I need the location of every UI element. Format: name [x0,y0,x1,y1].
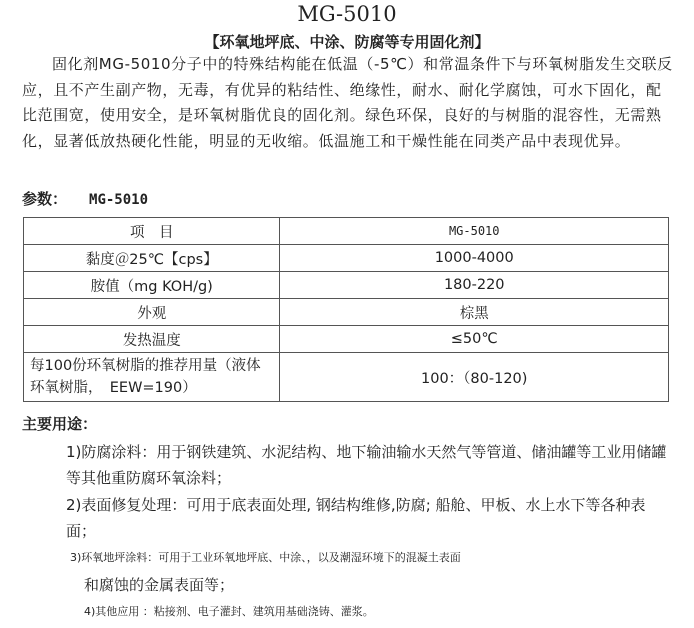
page-subtitle: 【环氧地坪底、中涂、防腐等专用固化剂】 [204,33,490,51]
use-item-floor-coating-continued: 和腐蚀的金属表面等； [84,576,235,594]
table-cell-value: 棕黑 [280,299,669,326]
table-cell-property: 胺值（mg KOH/g) [24,272,280,299]
table-row [24,272,669,299]
table-cell-property-text: 每100份环氧树脂的推荐用量（液体环氧树脂， EEW=190） [30,358,261,396]
table-cell-property: 外观 [24,299,280,326]
params-heading [22,188,148,211]
table-header-cell-item: 项 目 [24,218,280,245]
params-model: MG-5010 [89,192,149,208]
use-item-floor-coating: 3)环氧地坪涂料：可用于工业环氧地坪底、中涂、，以及潮湿环境下的混凝土表面 [70,551,461,564]
page-title: MG-5010 [297,2,397,26]
spec-table [23,217,669,402]
table-cell-value: 100：（80-120) [280,353,669,402]
table-row [24,353,669,402]
use-item-surface-repair: 2)表面修复处理：可用于底表面处理, 钢结构维修,防腐; 船舱、甲板、水上水下等各种表面； [66,496,646,540]
intro-paragraph: 固化剂MG-5010分子中的特殊结构能在低温（-5℃）和常温条件下与环氧树脂发生交联反应，且不产生副产物，无毒，有优异的粘结性、绝缘性，耐水、耐化学腐蚀，可水下固化，配比范围宽，使用安全，是环氧树脂优良的固化剂。绿色环保，良好的与树脂的混容性，无需熟化，显著低放热硬化性能，明显的无收缩。低温施工和干燥性能在同类产品中表现优异。 [22,55,673,150]
table-cell-value: 180-220 [280,272,669,299]
uses-heading: 主要用途： [22,415,98,433]
use-item-anticorrosion: 1)防腐涂料：用于钢铁建筑、水泥结构、地下输油输水天然气等管道、储油罐等工业用储罐等其他重防腐环氧涂料； [66,443,667,487]
table-cell-property: 发热温度 [24,326,280,353]
table-header-row [24,218,669,245]
table-cell-value: 1000-4000 [280,245,669,272]
table-header-cell-model: MG-5010 [280,218,669,245]
table-row [24,326,669,353]
params-label: 参数： [22,190,68,208]
table-row [24,245,669,272]
table-cell-value: ≤50℃ [280,326,669,353]
table-cell-property [24,353,280,402]
use-item-other: 4)其他应用 ：粘接剂、电子灌封、建筑用基础浇铸、灌浆。 [84,605,374,618]
table-row [24,299,669,326]
table-cell-property: 黏度＠25℃【cps】 [24,245,280,272]
